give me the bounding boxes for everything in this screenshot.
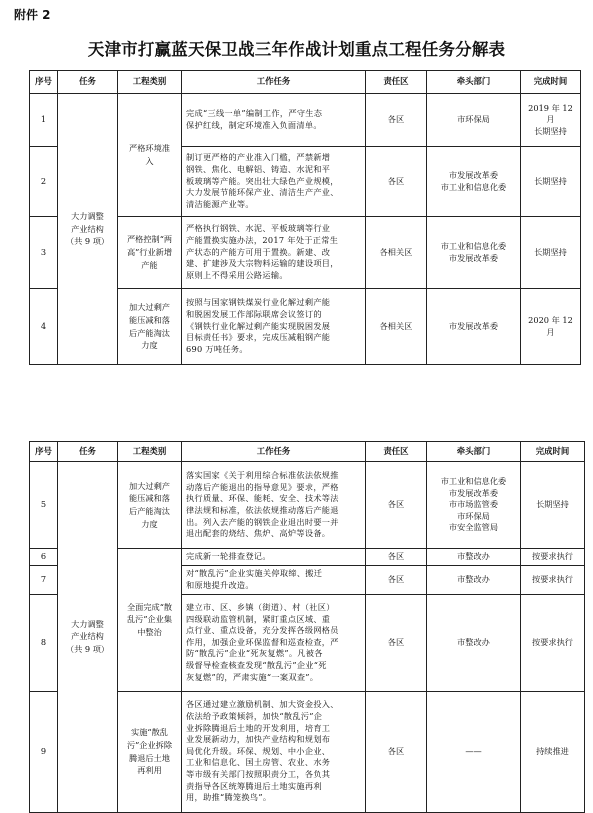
work-line: 产状态的产能方可用于置换。新建、改 (186, 246, 331, 257)
dept-cell (427, 565, 521, 594)
region-cell: 各相关区 (366, 217, 427, 289)
work-line: 和脱困发展工作部际联席会议签订的 (186, 309, 322, 320)
dept-cell (427, 691, 521, 812)
category-line: 加大过剩产 (129, 480, 170, 491)
dept-cell (427, 549, 521, 566)
work-line: 点行业、重点设备，充分发挥各级网格员 (186, 625, 339, 636)
header-category: 工程类别 (118, 71, 182, 94)
task-group-line: （共 9 项） (65, 236, 110, 247)
table-row (30, 462, 585, 549)
row-no: 6 (30, 549, 58, 566)
header-time: 完成时间 (521, 442, 585, 462)
time-cell (521, 549, 585, 566)
row-no: 4 (30, 289, 58, 365)
category-line: 加大过剩产 (129, 302, 170, 313)
dept-line: 市工业和信息化委 (440, 475, 507, 486)
work-line: 用，助推“腾笼换鸟”。 (186, 792, 272, 803)
header-work: 工作任务 (182, 71, 366, 94)
dept-line: 市发展改革委 (448, 252, 499, 263)
work-line: 级督导检查核查发现“散乱污”企业“死 (186, 660, 327, 671)
work-line: 产能置换实施办法，2017 年处于正常生 (186, 235, 339, 246)
work-cell (182, 462, 366, 549)
row-no: 8 (30, 594, 58, 691)
dept-line: —— (465, 745, 482, 756)
work-line: 业拆除腾退后土地的开发利用，培育工 (186, 722, 331, 733)
time-cell (521, 217, 581, 289)
work-line: 依法给予政策倾斜，加快“散乱污”企 (186, 710, 323, 721)
region-cell: 各区 (366, 691, 427, 812)
dept-line: 市发展改革委 (448, 169, 499, 180)
header-no: 序号 (30, 442, 58, 462)
task-group-cell (58, 94, 118, 365)
dept-cell (427, 462, 521, 549)
work-line: 原则上不得采用公路运输。 (186, 269, 288, 280)
work-line: 钢铁、焦化、电解铝、铸造、水泥和平 (186, 164, 331, 175)
category-line: 力度 (141, 518, 158, 529)
work-line: 对“散乱污”企业实施关停取缔、搬迁 (186, 568, 323, 578)
dept-line: 市环保局 (457, 114, 490, 125)
time-cell (521, 94, 581, 147)
category-line: 力度 (141, 340, 158, 351)
region-cell: 各区 (366, 94, 427, 147)
work-line: 防“散乱污”企业“死灰复燃”。凡被各 (186, 648, 323, 659)
category-line: 腾退后土地 (129, 752, 170, 763)
work-line: 动落后产能退出的指导意见》要求，严格 (186, 481, 339, 492)
category-cell (118, 289, 182, 365)
time-cell (521, 691, 585, 812)
work-line: 《钢铁行业化解过剩产能实现脱困发展 (186, 320, 331, 331)
time-cell (521, 594, 585, 691)
category-line: 严格环境准 (129, 143, 170, 154)
header-row (30, 71, 581, 94)
time-line: 长期坚持 (534, 246, 567, 257)
task-table-part2 (29, 441, 585, 813)
category-cell (118, 217, 182, 289)
work-line: 四级联动监管机制，紧盯重点区域、重 (186, 613, 331, 624)
header-dept: 牵头部门 (427, 71, 521, 94)
time-line: 2020 年 12 月 (528, 314, 573, 337)
dept-line: 市发展改革委 (448, 487, 499, 498)
time-line: 长期坚持 (534, 175, 567, 186)
category-line: 污”企业拆除 (126, 739, 173, 750)
task-group-line: 产业结构 (71, 631, 104, 642)
category-cell (118, 94, 182, 217)
work-line: 局优化升级。环保、规划、中小企业、 (186, 745, 331, 756)
header-dept: 牵头部门 (427, 442, 521, 462)
category-line: 全面完成“散 (126, 601, 173, 612)
row-no: 5 (30, 462, 58, 549)
dept-line: 市整改办 (457, 636, 490, 647)
category-line: 中整治 (137, 627, 162, 638)
time-cell (521, 289, 581, 365)
work-line: 业发展新动力，加快产业结构和规划布 (186, 734, 331, 745)
work-cell (182, 594, 366, 691)
time-cell (521, 565, 585, 594)
time-cell (521, 147, 581, 217)
dept-cell (427, 217, 521, 289)
region-cell: 各区 (366, 565, 427, 594)
work-line: 完成“三线一单”编制工作，严守生态 (186, 108, 323, 119)
time-line: 2019 年 12 月 (528, 102, 573, 125)
header-region: 责任区 (366, 442, 427, 462)
dept-cell (427, 147, 521, 217)
dept-cell (427, 94, 521, 147)
work-cell (182, 549, 366, 566)
work-line: 严格执行钢铁、水泥、平板玻璃等行业 (186, 223, 331, 234)
work-line: 执行质量、环保、能耗、安全、技术等法 (186, 493, 339, 504)
work-line: 各区通过建立激励机制、加大资金投入、 (186, 699, 339, 710)
time-line: 长期坚持 (534, 125, 567, 136)
category-line: 乱污”企业集 (126, 614, 173, 625)
row-no: 3 (30, 217, 58, 289)
work-cell (182, 289, 366, 365)
category-line: 入 (145, 156, 154, 166)
row-no: 1 (30, 94, 58, 147)
dept-line: 市工业和信息化委 (440, 181, 507, 192)
category-cell (118, 462, 182, 549)
header-category: 工程类别 (118, 442, 182, 462)
dept-line: 市环保局 (457, 510, 490, 521)
region-cell: 各区 (366, 147, 427, 217)
dept-line: 市市场监管委 (448, 499, 499, 510)
region-cell: 各相关区 (366, 289, 427, 365)
work-cell (182, 94, 366, 147)
work-cell (182, 147, 366, 217)
row-no: 7 (30, 565, 58, 594)
category-line: 能压减和落 (129, 314, 170, 325)
header-task: 任务 (58, 442, 118, 462)
work-line: 按照与国家钢铁煤炭行业化解过剩产能 (186, 297, 331, 308)
time-line: 按要求执行 (532, 636, 573, 647)
category-cell (118, 549, 182, 692)
work-cell (182, 217, 366, 289)
category-cell (118, 691, 182, 812)
dept-line: 市整改办 (457, 551, 490, 561)
task-group-line: （共 9 项） (65, 644, 110, 655)
header-no: 序号 (30, 71, 58, 94)
task-group-line: 大力调整 (71, 618, 104, 629)
work-line: 工业和信息化、国土房管、农业、水务 (186, 757, 331, 768)
dept-cell (427, 594, 521, 691)
category-line: 能压减和落 (129, 493, 170, 504)
time-line: 按要求执行 (532, 551, 573, 561)
work-line: 落实国家《关于利用综合标准依法依规推 (186, 470, 339, 481)
task-group-cell (58, 462, 118, 813)
dept-line: 市工业和信息化委 (440, 240, 507, 251)
header-time: 完成时间 (521, 71, 581, 94)
row-no: 9 (30, 691, 58, 812)
dept-line: 市安全监管局 (448, 522, 499, 533)
work-line: 大力发展节能环保产业、清洁生产产业、 (186, 187, 339, 198)
region-cell: 各区 (366, 462, 427, 549)
category-line: 再利用 (137, 765, 162, 776)
page-title: 天津市打赢蓝天保卫战三年作战计划重点工程任务分解表 (87, 40, 506, 59)
time-cell (521, 462, 585, 549)
task-group-line: 大力调整 (71, 210, 104, 221)
work-line: 作用，加强企业环保监督和巡查检查，严 (186, 636, 339, 647)
time-line: 持续推进 (536, 745, 569, 756)
category-line: 严格控制“两 (126, 234, 173, 245)
table-row (30, 94, 581, 147)
header-region: 责任区 (366, 71, 427, 94)
work-line: 出。列入去产能的钢铁企业退出时要一并 (186, 516, 339, 527)
work-line: 完成新一轮排查登记。 (186, 551, 271, 561)
work-line: 和原地提升改造。 (186, 579, 254, 590)
category-line: 高”行业新增 (126, 247, 173, 258)
work-line: 制订更严格的产业准入门槛，严禁新增 (186, 152, 331, 163)
work-cell (182, 565, 366, 594)
task-group-line: 产业结构 (71, 223, 104, 234)
work-line: 建立市、区、乡镇（街道）、村（社区） (186, 601, 335, 612)
row-no: 2 (30, 147, 58, 217)
category-line: 后产能淘汰 (129, 327, 170, 338)
time-line: 长期坚持 (536, 499, 569, 510)
header-task: 任务 (58, 71, 118, 94)
category-line: 实施“散乱 (131, 727, 168, 738)
dept-line: 市整改办 (457, 573, 490, 584)
category-line: 后产能淘汰 (129, 506, 170, 516)
dept-cell (427, 289, 521, 365)
region-cell: 各区 (366, 549, 427, 566)
task-table-part1 (29, 70, 581, 365)
header-work: 工作任务 (182, 442, 366, 462)
header-row (30, 442, 585, 462)
work-line: 690 万吨任务。 (186, 343, 248, 354)
work-line: 目标责任书》要求，完成压减粗钢产能 (186, 332, 331, 343)
work-line: 保护红线，制定环境准入负面清单。 (186, 120, 322, 130)
work-line: 灰复燃”的，严肃实施“一案双查”。 (186, 671, 319, 682)
region-cell: 各区 (366, 594, 427, 691)
attachment-label: 附件 2 (14, 8, 51, 22)
work-line: 等市级有关部门按照职责分工，各负其 (186, 769, 331, 780)
time-line: 按要求执行 (532, 573, 573, 584)
work-line: 板玻璃等产能。突出壮大绿色产业规模， (186, 175, 339, 186)
work-line: 律法规和标准，依法依规推动落后产能退 (186, 505, 339, 515)
category-line: 产能 (141, 259, 158, 270)
work-line: 清洁能源产业等。 (186, 198, 254, 209)
dept-line: 市发展改革委 (448, 320, 499, 331)
work-line: 退出配套的烧结、焦炉、高炉等设备。 (186, 528, 331, 539)
work-cell (182, 691, 366, 812)
work-line: 建、扩建涉及大宗物料运输的建设项目， (186, 258, 339, 269)
work-line: 责指导各区统筹腾退后土地实施再利 (186, 780, 322, 791)
